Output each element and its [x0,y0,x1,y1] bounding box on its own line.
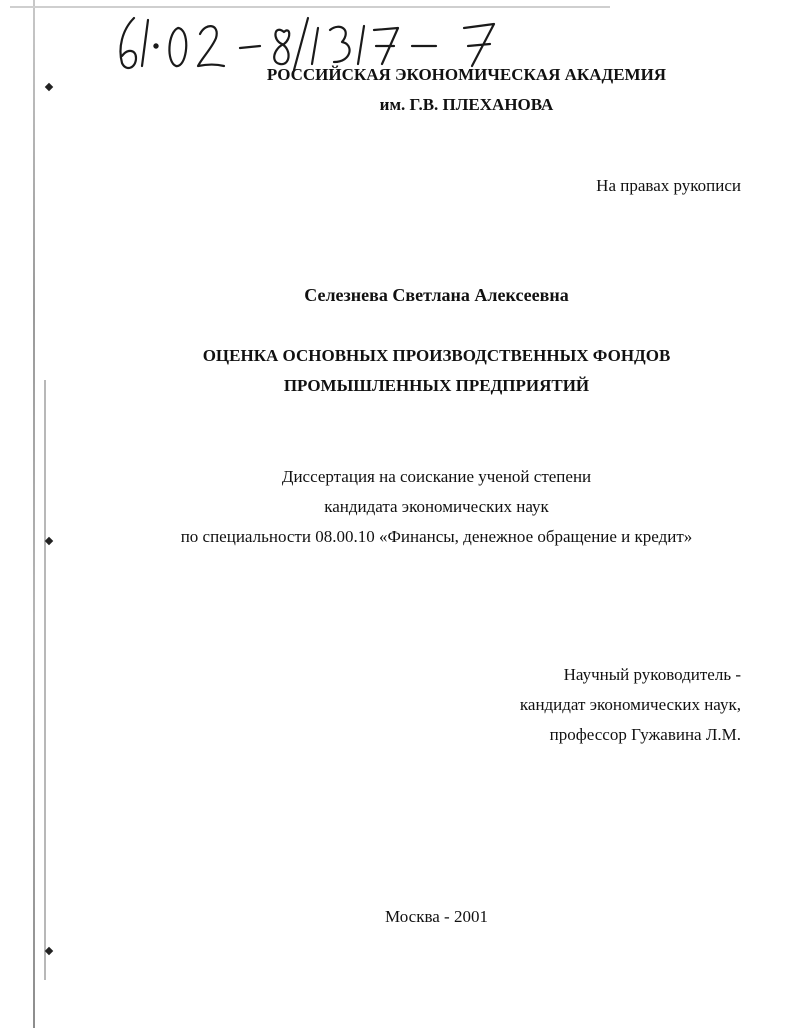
author-name: Селезнева Светлана Алексеевна [304,285,569,305]
dissertation-degree-line1: Диссертация на соискание ученой степени [281,467,592,486]
scan-mark [45,947,53,955]
scan-edge-left [33,0,35,1028]
dissertation-title-line2: ПРОМЫШЛЕННЫХ ПРЕДПРИЯТИЙ [283,376,590,395]
supervisor-label: Научный руководитель - [563,665,741,684]
supervisor-degree: кандидат экономических наук, [519,695,741,714]
organization-name: РОССИЙСКАЯ ЭКОНОМИЧЕСКАЯ АКАДЕМИЯ [266,65,667,84]
scan-mark [45,83,53,91]
supervisor-name: профессор Гужавина Л.М. [549,725,741,744]
dissertation-title-line1: ОЦЕНКА ОСНОВНЫХ ПРОИЗВОДСТВЕННЫХ ФОНДОВ [202,346,671,365]
dissertation-specialty: по специальности 08.00.10 «Финансы, денежное обращение и кредит» [180,527,693,546]
city-year: Москва - 2001 [385,907,488,926]
manuscript-rights-note: На правах рукописи [596,176,741,195]
organization-named-after: им. Г.В. ПЛЕХАНОВА [379,95,554,114]
dissertation-degree-line2: кандидата экономических наук [324,497,549,516]
